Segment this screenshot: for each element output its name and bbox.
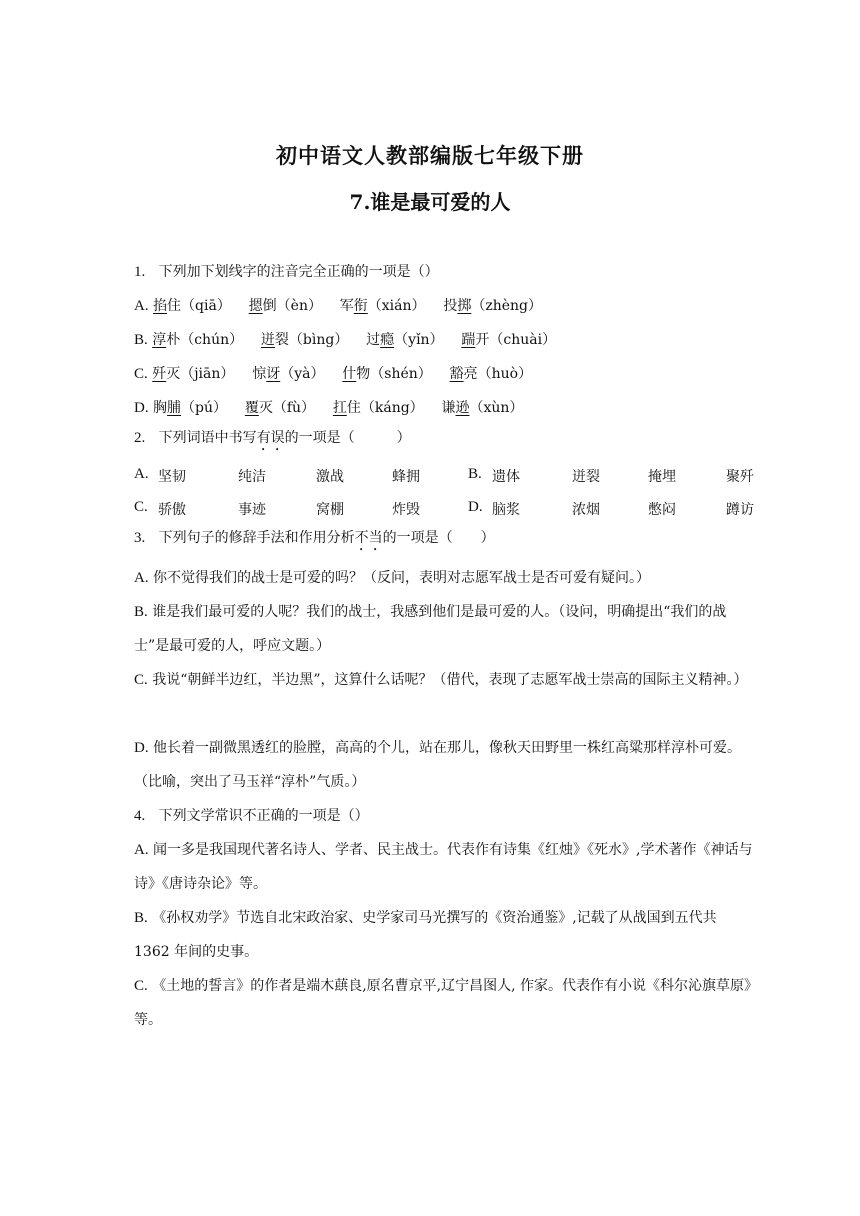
question-4-option-c: C. 《土地的誓言》的作者是端木蕻良,原名曹京平,辽宁昌图人, 作家。代表作有小说《科尔沁旗草原》等。 [134, 978, 752, 1028]
question-2-row-2: C. 骄傲 事迹 窝棚 炸毁 D. 脑浆 浓烟 憋闷 蹲访 [134, 499, 754, 518]
question-3-option-d: D. 他长着一副微黑透红的脸膛，高高的个儿，站在那儿，像秋天田野里一株红高粱那样淳朴可爱。（比喻，突出了马玉祥“淳朴”气质。） [134, 740, 742, 790]
question-3-option-c: C. 我说“朝鲜半边红，半边黑”，这算什么话呢？（借代，表现了志愿军战士崇高的国际主义精神。） [134, 672, 748, 688]
question-1-option-a: A. 掐住（qiā） 摁倒（èn） 军衔（xián） 投掷（zhèng） [134, 298, 542, 314]
question-1-stem: 1. 下列加下划线字的注音完全正确的一项是（） [134, 264, 439, 280]
question-3-option-b: B. 谁是我们最可爱的人呢？我们的战士，我感到他们是最可爱的人。（设问，明确提出“我们的战士”是最可爱的人，呼应文题。） [134, 604, 727, 654]
question-4-stem: 4. 下列文学常识不正确的一项是（） [134, 808, 369, 824]
question-1-option-b: B. 淳朴（chún） 迸裂（bìng） 过瘾（yǐn） 踹开（chuài） [134, 332, 557, 348]
question-4-option-a: A. 闻一多是我国现代著名诗人、学者、民主战士。代表作有诗集《红烛》《死水》,学术著作《神话与诗》《唐诗杂论》等。 [134, 842, 753, 892]
question-3-stem: 3. 下列句子的修辞手法和作用分析不当的一项是（ ） [134, 530, 495, 546]
question-2-row-1: A. 坚韧 纯洁 激战 蜂拥 B. 遗体 迸裂 掩埋 聚歼 [134, 466, 754, 485]
question-1-option-d: D. 胸脯（pú） 覆灭（fù） 扛住（káng） 谦逊（xùn） [134, 400, 524, 416]
lesson-title: 7.谁是最可爱的人 [349, 190, 511, 214]
page-title: 初中语文人教部编版七年级下册 [276, 143, 584, 168]
question-1-option-c: C. 歼灭（jiān） 惊讶（yà） 什物（shén） 豁亮（huò） [134, 366, 533, 382]
question-3-option-a: A. 你不觉得我们的战士是可爱的吗？（反问，表明对志愿军战士是否可爱有疑问。） [134, 570, 651, 586]
question-2-stem: 2. 下列词语中书写有误的一项是（ ） [134, 430, 411, 446]
question-4-option-b: B. 《孙权劝学》节选自北宋政治家、史学家司马光撰写的《资治通鉴》,记载了从战国到五代共 1362 年间的史事。 [134, 910, 717, 960]
